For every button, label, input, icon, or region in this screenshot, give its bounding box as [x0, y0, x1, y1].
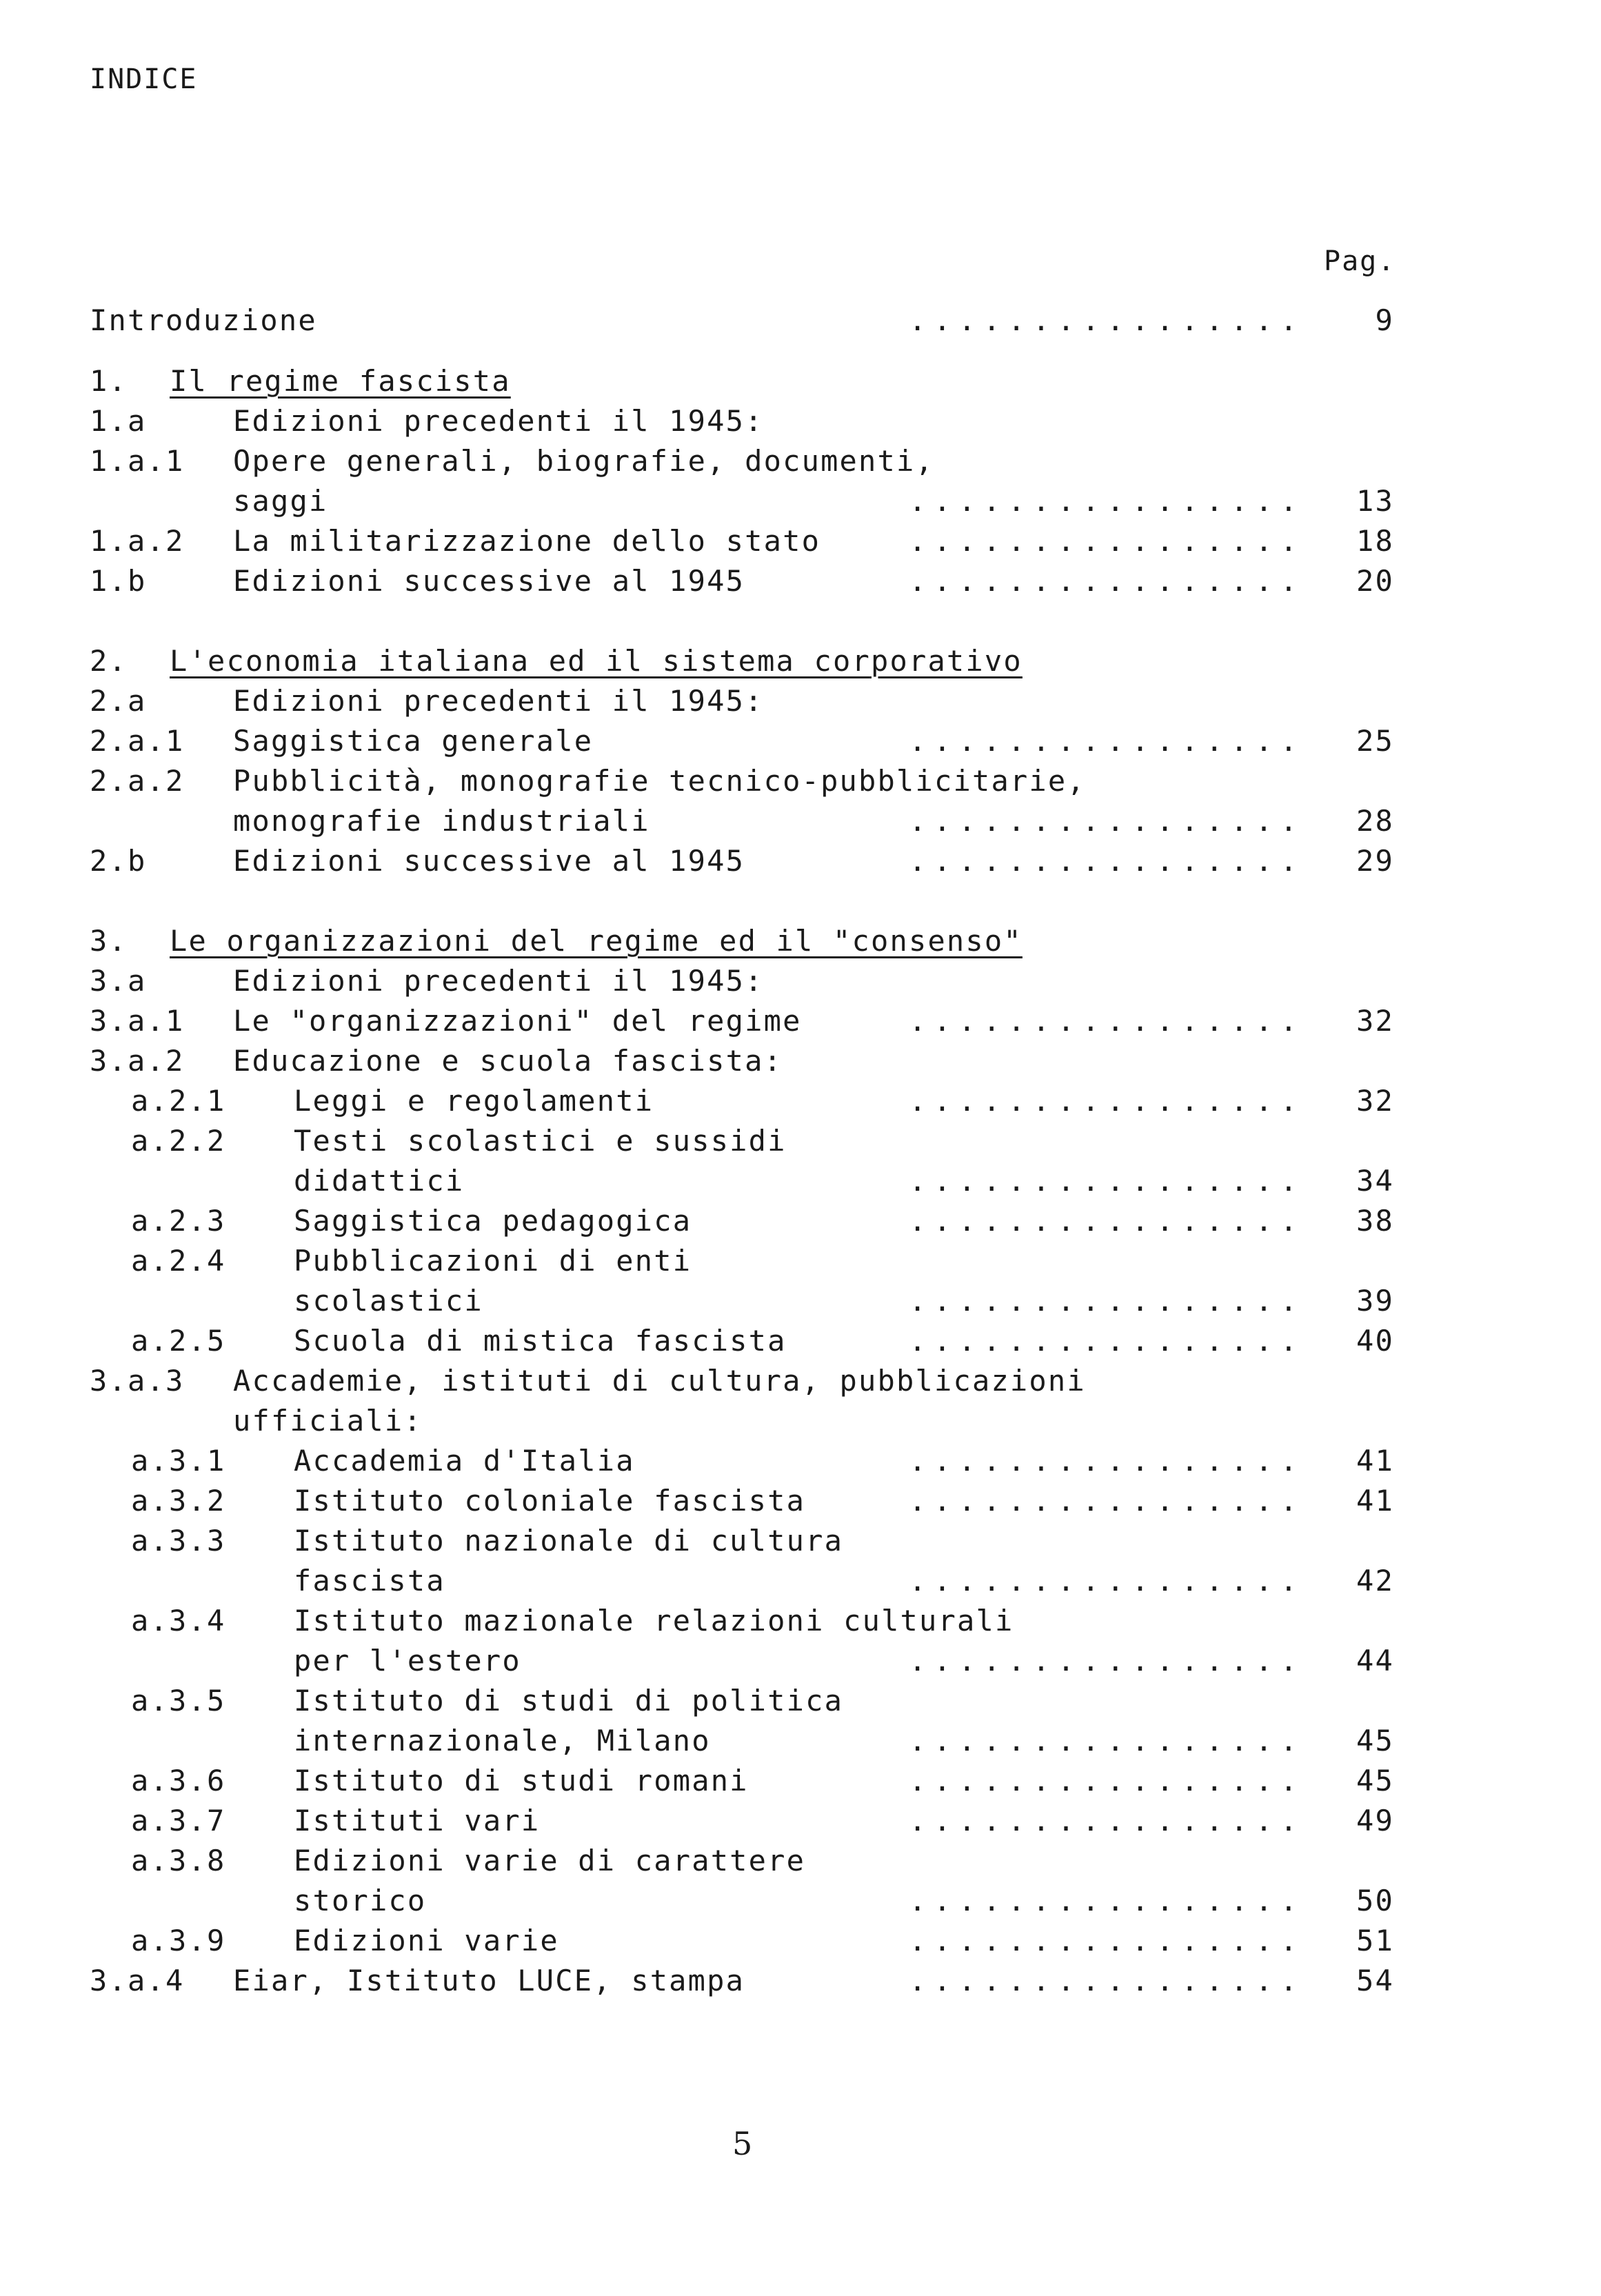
toc-entry	[0, 844, 1601, 884]
toc-entry-number: 2.	[90, 644, 128, 678]
dot-leader: ................	[909, 1804, 1305, 1837]
dot-leader: ................	[909, 1284, 1305, 1318]
dot-leader: ................	[909, 1644, 1305, 1678]
toc-entry	[0, 524, 1601, 564]
toc-entry-title: scolastici	[294, 1284, 483, 1318]
toc-entry-title: Edizioni precedenti il 1945:	[233, 684, 764, 718]
dot-leader: ................	[909, 1164, 1305, 1198]
dot-leader: ................	[909, 524, 1305, 558]
toc-entry	[0, 1044, 1601, 1084]
toc-page-number: 50	[1356, 1884, 1394, 1917]
toc-entry-title: per l'estero	[294, 1644, 521, 1678]
toc-entry	[0, 764, 1601, 804]
toc-entry-number: a.2.5	[131, 1324, 226, 1358]
toc-page-number: 40	[1356, 1324, 1394, 1358]
toc-entry	[0, 404, 1601, 444]
toc-entry	[0, 1644, 1601, 1684]
dot-leader: ................	[909, 804, 1305, 838]
toc-entry-number: a.2.3	[131, 1204, 226, 1238]
toc-entry-number: a.3.3	[131, 1524, 226, 1558]
toc-entry-title: fascista	[294, 1564, 445, 1598]
toc-entry-number: a.3.1	[131, 1444, 226, 1478]
toc-entry-title: Istituto nazionale di cultura	[294, 1524, 844, 1558]
toc-page-number: 25	[1356, 724, 1394, 758]
toc-entry-number: 3.a	[90, 964, 147, 998]
toc-entry-title: Edizioni varie di carattere	[294, 1844, 806, 1877]
toc-entry	[0, 1524, 1601, 1564]
toc-entry	[0, 1244, 1601, 1284]
toc-page-number: 32	[1356, 1084, 1394, 1118]
footer-page-number: 5	[732, 2125, 753, 2162]
toc-entry-title: Pubblicità, monografie tecnico-pubblicitarie,	[233, 764, 1086, 798]
toc-entry	[0, 1124, 1601, 1164]
toc-entry-title: internazionale, Milano	[294, 1724, 711, 1758]
toc-page-number: 41	[1356, 1484, 1394, 1518]
toc-entry-title: Edizioni precedenti il 1945:	[233, 404, 764, 438]
toc-entry-number: a.3.7	[131, 1804, 226, 1837]
dot-leader: ................	[909, 1084, 1305, 1118]
toc-entry	[0, 1924, 1601, 1964]
toc-entry-number: 2.a.2	[90, 764, 185, 798]
dot-leader: ................	[909, 1004, 1305, 1038]
toc-entry-title: ufficiali:	[233, 1404, 423, 1438]
toc-page-number: 54	[1356, 1964, 1394, 1997]
toc-entry-title: Istituto di studi romani	[294, 1764, 749, 1797]
toc-page-number: 42	[1356, 1564, 1394, 1598]
dot-leader: ................	[909, 1964, 1305, 1997]
dot-leader: ................	[909, 484, 1305, 518]
toc-entry-number: 2.b	[90, 844, 147, 878]
toc-entry-title: didattici	[294, 1164, 465, 1198]
toc-entry-title: Edizioni precedenti il 1945:	[233, 964, 764, 998]
toc-entry	[0, 1284, 1601, 1324]
toc-entry	[0, 1084, 1601, 1124]
toc-entry-number: a.2.1	[131, 1084, 226, 1118]
toc-page-number: 41	[1356, 1444, 1394, 1478]
toc-page-number: 29	[1356, 844, 1394, 878]
toc-page-number: 38	[1356, 1204, 1394, 1238]
toc-entry-title: Opere generali, biografie, documenti,	[233, 444, 934, 478]
toc-entry-title: monografie industriali	[233, 804, 650, 838]
toc-entry-title: Leggi e regolamenti	[294, 1084, 654, 1118]
toc-page-number: 13	[1356, 484, 1394, 518]
toc-entry-number: 1.	[90, 364, 128, 398]
toc-entry	[0, 1324, 1601, 1364]
toc-page-number: 39	[1356, 1284, 1394, 1318]
toc-entry-number: a.3.2	[131, 1484, 226, 1518]
toc-entry-title: Le "organizzazioni" del regime	[233, 1004, 802, 1038]
toc-entry-number: a.3.4	[131, 1604, 226, 1638]
toc-page-number: 49	[1356, 1804, 1394, 1837]
toc-entry-title: Edizioni successive al 1945	[233, 564, 745, 598]
dot-leader: ................	[909, 844, 1305, 878]
dot-leader: ................	[909, 303, 1305, 337]
toc-entry-title: Edizioni varie	[294, 1924, 559, 1957]
toc-page-number: 28	[1356, 804, 1394, 838]
toc-entry-number: a.3.5	[131, 1684, 226, 1718]
toc-page-number: 32	[1356, 1004, 1394, 1038]
toc-entry	[0, 644, 1601, 684]
toc-entry	[0, 1684, 1601, 1724]
toc-entry	[0, 1564, 1601, 1604]
dot-leader: ................	[909, 1444, 1305, 1478]
toc-entry	[0, 804, 1601, 844]
toc-entry-title: storico	[294, 1884, 427, 1917]
toc-entry	[0, 1444, 1601, 1484]
toc-entry	[0, 1204, 1601, 1244]
toc-entry	[0, 1884, 1601, 1924]
dot-leader: ................	[909, 564, 1305, 598]
toc-page-number: 34	[1356, 1164, 1394, 1198]
toc-entry	[0, 724, 1601, 764]
toc-page-number: 44	[1356, 1644, 1394, 1678]
toc-entry	[0, 1364, 1601, 1404]
toc-entry-number: 2.a	[90, 684, 147, 718]
toc-entry-number: 3.a.4	[90, 1964, 185, 1997]
toc-entry	[0, 1404, 1601, 1444]
toc-entry-title: Educazione e scuola fascista:	[233, 1044, 783, 1078]
toc-entry-title: Accademie, istituti di cultura, pubblicazioni	[233, 1364, 1086, 1398]
toc-entry-number: 3.a.1	[90, 1004, 185, 1038]
toc-entry	[0, 1724, 1601, 1764]
toc-entry-number: 1.b	[90, 564, 147, 598]
toc-entry-number: a.2.4	[131, 1244, 226, 1278]
toc-entry-number: 3.a.3	[90, 1364, 185, 1398]
dot-leader: ................	[909, 1484, 1305, 1518]
dot-leader: ................	[909, 724, 1305, 758]
toc-page-number: 9	[1375, 303, 1394, 337]
toc-page-number: 18	[1356, 524, 1394, 558]
toc-page-number: 51	[1356, 1924, 1394, 1957]
toc-entry	[0, 444, 1601, 484]
toc-entry	[0, 924, 1601, 964]
toc-entry-title: Accademia d'Italia	[294, 1444, 635, 1478]
dot-leader: ................	[909, 1724, 1305, 1758]
toc-entry-number: 3.a.2	[90, 1044, 185, 1078]
toc-entry	[0, 1164, 1601, 1204]
toc-entry-title: Eiar, Istituto LUCE, stampa	[233, 1964, 745, 1997]
toc-entry-title: Istituto mazionale relazioni culturali	[294, 1604, 1014, 1638]
toc-entry-number: a.3.9	[131, 1924, 226, 1957]
toc-entry	[0, 1804, 1601, 1844]
toc-entry-number: a.3.6	[131, 1764, 226, 1797]
toc-entry	[0, 1764, 1601, 1804]
toc-chapter-title: L'economia italiana ed il sistema corporativo	[170, 644, 1023, 678]
toc-entry-title: Introduzione	[90, 303, 317, 337]
toc-entry	[0, 1604, 1601, 1644]
page-title: INDICE	[90, 63, 198, 95]
toc-page-number: 45	[1356, 1724, 1394, 1758]
toc-entry-number: a.3.8	[131, 1844, 226, 1877]
toc-entry	[0, 484, 1601, 524]
toc-entry-title: Istituto di studi di politica	[294, 1684, 844, 1718]
toc-entry-number: 1.a.1	[90, 444, 185, 478]
page-column-label: Pag.	[1324, 245, 1396, 277]
dot-leader: ................	[909, 1324, 1305, 1358]
toc-entry	[0, 1964, 1601, 2004]
toc-entry-number: 1.a	[90, 404, 147, 438]
toc-entry-title: Istituto coloniale fascista	[294, 1484, 806, 1518]
toc-entry-title: saggi	[233, 484, 328, 518]
dot-leader: ................	[909, 1764, 1305, 1797]
toc-entry-number: 3.	[90, 924, 128, 958]
toc-page-number: 20	[1356, 564, 1394, 598]
toc-entry	[0, 1484, 1601, 1524]
toc-entry-title: Saggistica generale	[233, 724, 594, 758]
toc-entry-number: 1.a.2	[90, 524, 185, 558]
toc-chapter-title: Il regime fascista	[170, 364, 511, 398]
toc-entry	[0, 1004, 1601, 1044]
toc-entry-number: 2.a.1	[90, 724, 185, 758]
toc-entry-title: Scuola di mistica fascista	[294, 1324, 787, 1358]
toc-entry	[0, 564, 1601, 604]
toc-entry	[0, 964, 1601, 1004]
dot-leader: ................	[909, 1924, 1305, 1957]
toc-entry-title: Pubblicazioni di enti	[294, 1244, 692, 1278]
toc-entry	[0, 364, 1601, 404]
dot-leader: ................	[909, 1884, 1305, 1917]
toc-entry-title: La militarizzazione dello stato	[233, 524, 821, 558]
toc-page-number: 45	[1356, 1764, 1394, 1797]
toc-chapter-title: Le organizzazioni del regime ed il "consenso"	[170, 924, 1023, 958]
toc-entry	[0, 1844, 1601, 1884]
toc-entry-title: Saggistica pedagogica	[294, 1204, 692, 1238]
toc-entry-number: a.2.2	[131, 1124, 226, 1158]
toc-entry	[0, 303, 1601, 343]
dot-leader: ................	[909, 1204, 1305, 1238]
toc-entry	[0, 684, 1601, 724]
toc-entry-title: Testi scolastici e sussidi	[294, 1124, 787, 1158]
dot-leader: ................	[909, 1564, 1305, 1598]
toc-entry-title: Edizioni successive al 1945	[233, 844, 745, 878]
toc-entry-title: Istituti vari	[294, 1804, 541, 1837]
